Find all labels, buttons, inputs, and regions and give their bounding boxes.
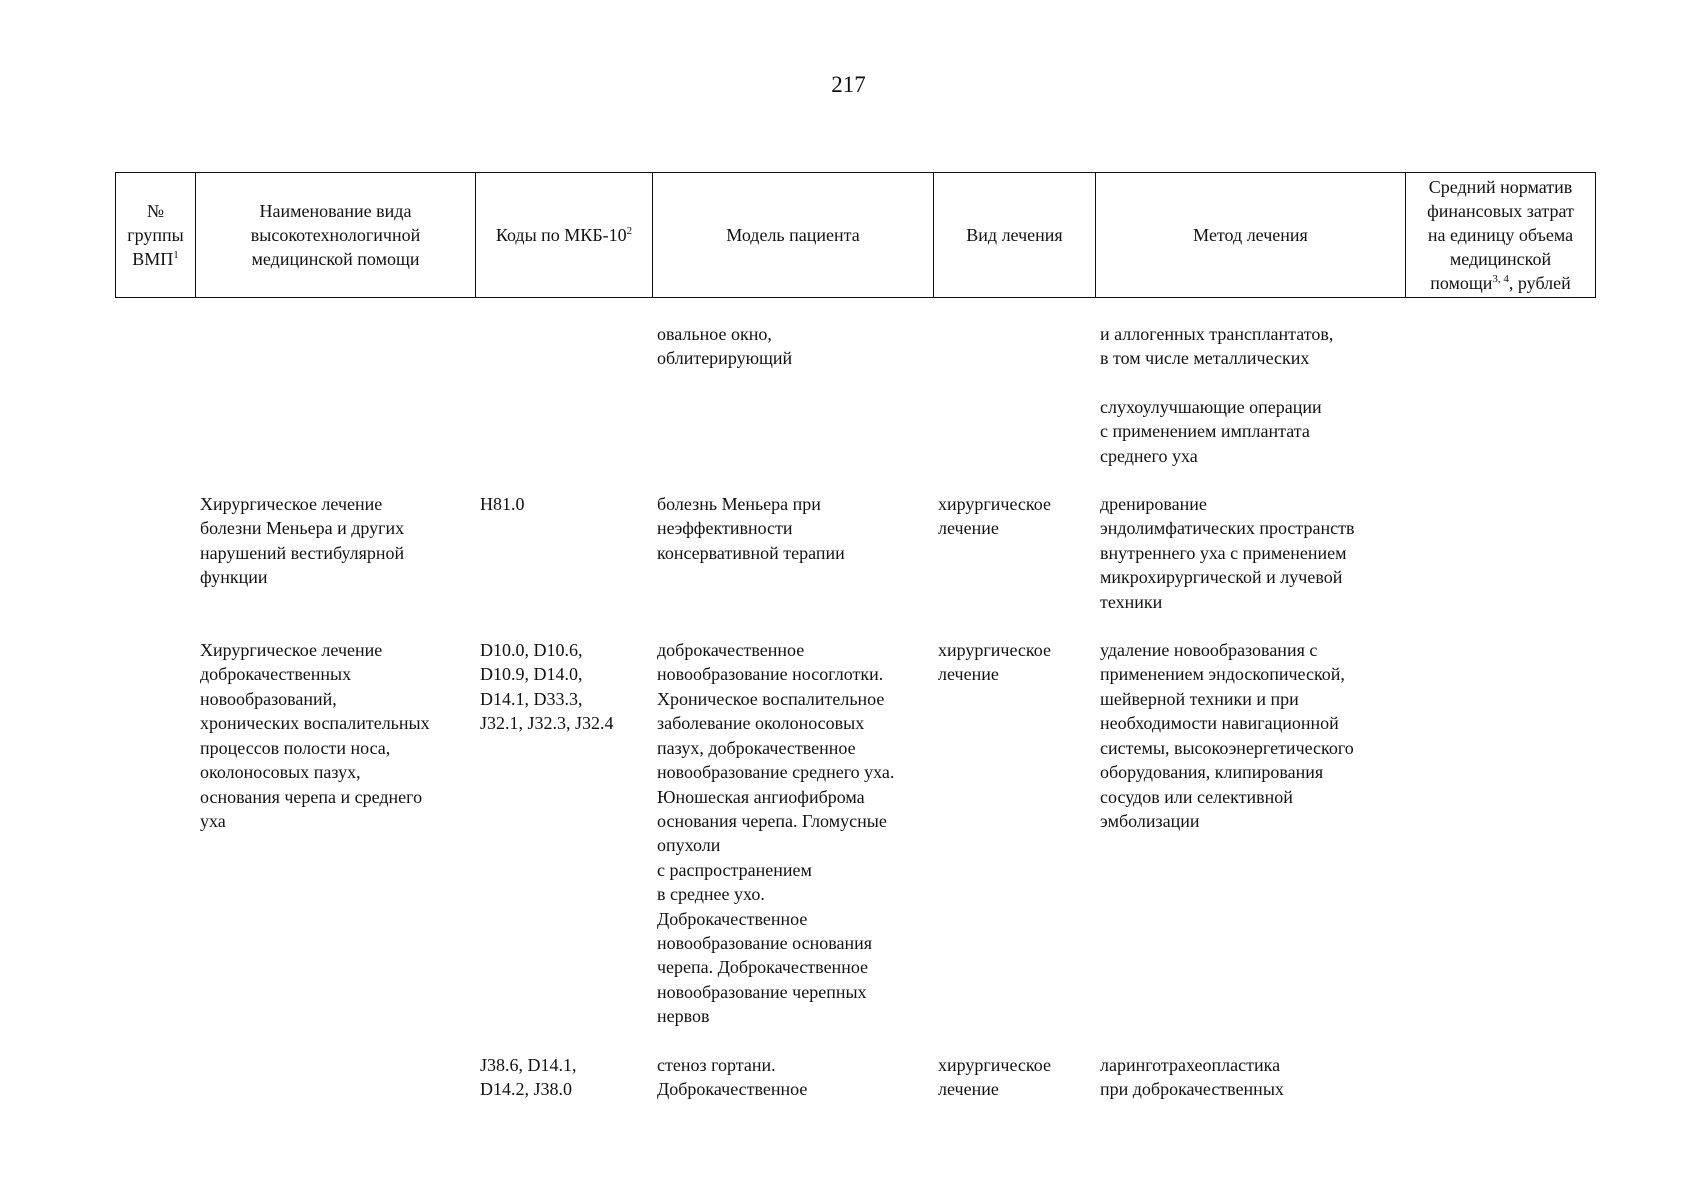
header-treatment-type: Вид лечения — [934, 173, 1096, 298]
header-treatment-method: Метод лечения — [1096, 173, 1406, 298]
cell-group — [115, 638, 195, 1053]
cell-treatment: хирургическое лечение — [938, 640, 1051, 685]
cell-treatment: хирургическое лечение — [938, 494, 1051, 539]
table-header — [115, 172, 1596, 298]
table-body — [115, 322, 1595, 1125]
page-number: 217 — [831, 72, 866, 97]
cell-cost — [1405, 322, 1595, 492]
header-group-number: № группы ВМП$^1$ — [116, 173, 196, 298]
cell-codes: D10.0, D10.6, D10.9, D14.0, D14.1, D33.3, J32.1, J32.3, J32.4 — [480, 640, 614, 734]
cell-cost — [1405, 638, 1595, 1053]
cell-name: Хирургическое лечение доброкачественных новообразований, хронических воспалительных процессов полости носа, околоносовых пазух, основания черепа и среднего уха — [200, 640, 430, 831]
cell-method: дренирование эндолимфатических пространств внутреннего уха с применением микрохирургической и лучевой техники — [1100, 494, 1355, 612]
cell-method: удаление новообразования с применением эндоскопической, шейверной техники и при необходимости навигационной системы, высокоэнергетического оборудования, клипирования сосудов или селективной эмболизации — [1100, 640, 1354, 831]
cell-group — [115, 492, 195, 638]
header-care-type-name: Наименование вида высокотехнологичной медицинской помощи — [196, 173, 476, 298]
cell-group — [115, 322, 195, 492]
cell-method: и аллогенных трансплантатов, в том числе металлических слухоулучшающие операции с применением имплантата среднего уха — [1095, 322, 1405, 492]
table-row — [115, 492, 1595, 638]
cell-name: Хирургическое лечение болезни Меньера и других нарушений вестибулярной функции — [200, 494, 405, 588]
cell-cost — [1405, 1053, 1595, 1126]
cell-codes — [475, 322, 652, 492]
cell-name — [195, 1053, 475, 1126]
cell-cost — [1405, 492, 1595, 638]
header-patient-model: Модель пациента — [653, 173, 934, 298]
header-icd-codes: Коды по МКБ-$10^2$ — [476, 173, 653, 298]
cell-group — [115, 1053, 195, 1126]
cell-method-extra: слухоулучшающие операции с применением имплантата среднего уха — [1100, 396, 1322, 466]
cell-model: болезнь Меньера при неэффективности консервативной терапии — [657, 494, 845, 563]
cell-model: доброкачественное новообразование носоглотки. Хроническое воспалительное заболевание околоносовых пазух, доброкачественное новообразование среднего уха. Юношеская ангиофиброма основания черепа. Гломусные опухоли с распространением в среднее ухо. Доброкачественное новообразование основания черепа. Доброкачественное новообразование черепных нервов — [657, 640, 895, 1027]
cell-name — [195, 322, 475, 492]
table-row — [115, 638, 1595, 1053]
cell-model: овальное окно, облитерирующий — [657, 324, 793, 369]
table-row — [115, 1053, 1595, 1126]
cell-treatment — [933, 322, 1095, 492]
cell-treatment: хирургическое лечение — [938, 1054, 1051, 1099]
header-average-cost: Средний норматив финансовых затрат на единицу объема медицинской помощи$^{3, 4}$, рублей — [1406, 173, 1596, 298]
table-row — [115, 322, 1595, 492]
cell-codes: H81.0 — [480, 494, 525, 515]
cell-model: стеноз гортани. Доброкачественное — [657, 1054, 808, 1099]
cell-method: ларинготрахеопластика при доброкачественных — [1100, 1054, 1284, 1099]
cell-codes: J38.6, D14.1, D14.2, J38.0 — [480, 1054, 577, 1099]
